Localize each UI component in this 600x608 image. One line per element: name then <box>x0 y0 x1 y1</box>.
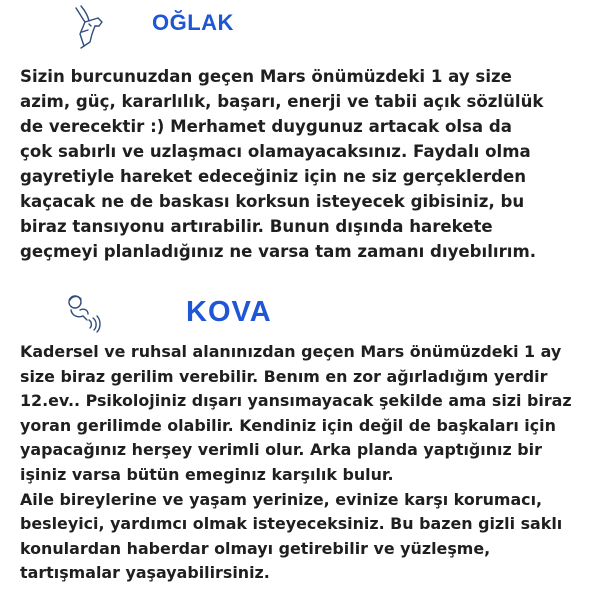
aquarius-section <box>0 280 600 608</box>
sign-title: KOVA <box>186 295 272 328</box>
aquarius-header <box>62 290 272 334</box>
sign-title: OĞLAK <box>152 10 234 35</box>
capricorn-section <box>0 0 600 280</box>
aquarius-water-bearer-icon <box>62 290 102 334</box>
horoscope-text: Sizin burcunuzdan geçen Mars önümüzdeki 1 ay size azim, güç, kararlılık, başarı, enerji ve tabii açık sözlülük de verecektir :) Merhamet duygunuz artacak olsa da çok sabırlı ve uzlaşmacı olamayacaksınız. Faydalı olma gayretiyle hareket edeceğiniz için ne siz gerçeklerden kaçacak ne de baskası korksun isteyecek gibisiniz, bu biraz tansıyonu artırabilir. Bunun dışında harekete geçmeyi planladığınız ne varsa tam zamanı dıyebılırım. <box>20 67 544 261</box>
horoscope-text: Kadersel ve ruhsal alanınızdan geçen Mars önümüzdeki 1 ay size biraz gerilim verebilir. Benım en zor ağırladığım yerdir 12.ev.. Psikolojiniz dışarı yansımayacak şekilde ama sizi biraz yoran gerilimde olabilir. Kendiniz için değil de başkaları için yapacağınız herşey verimli olur. Arka planda yaptığınız bir işiniz varsa bütün emeginız karşılık bulur. Aile bireylerine ve yaşam yerinize, evinize karşı korumacı, besleyici, yardımcı olmak isteyeceksiniz. Bu bazen gizli saklı konulardan haberdar olmayı getirebilir ve yüzleşme, tartışmalar yaşayabilirsiniz. <box>20 342 572 583</box>
capricorn-header <box>68 4 234 50</box>
capricorn-goat-icon <box>68 4 110 50</box>
